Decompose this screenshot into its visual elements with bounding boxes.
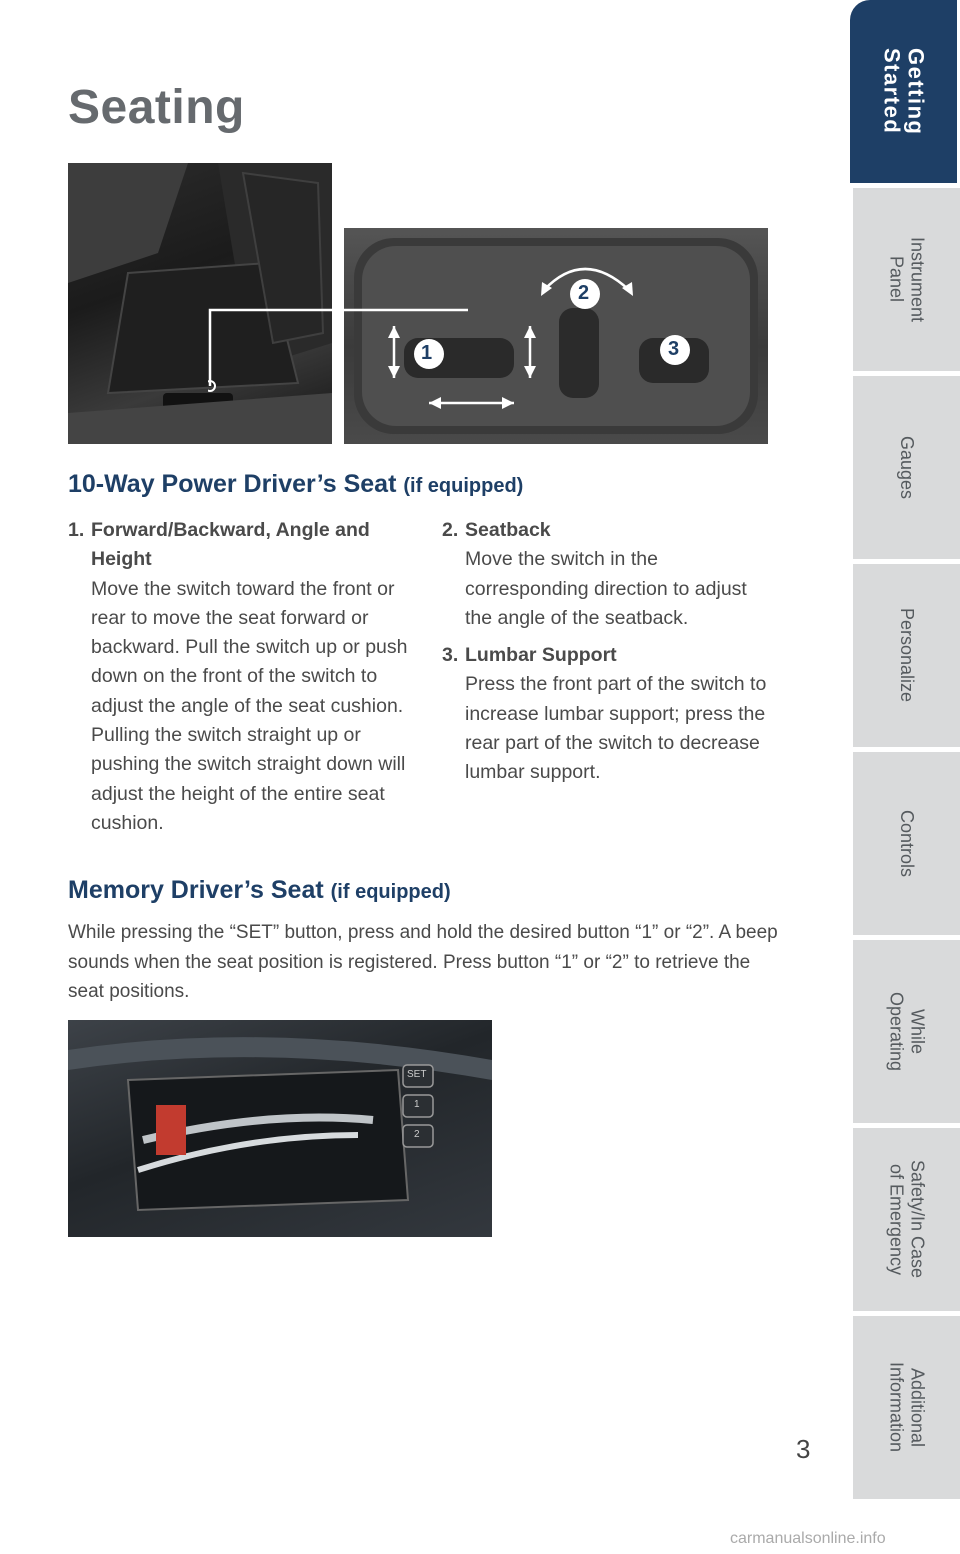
tab-gauges[interactable] xyxy=(853,376,960,561)
callout-1: 1 xyxy=(421,342,433,364)
page-number: 3 xyxy=(796,1434,811,1464)
door-memory-photo xyxy=(68,1020,492,1237)
list-item xyxy=(442,516,772,633)
item-number: 3. xyxy=(442,644,459,667)
page-title: Seating xyxy=(68,81,245,134)
list-item xyxy=(442,641,772,787)
seat-switch-photo xyxy=(344,228,768,444)
tab-label: Controls xyxy=(897,809,917,878)
item-number: 2. xyxy=(442,519,459,541)
tab-instrument-panel[interactable] xyxy=(853,188,960,373)
memory-set-button: SET xyxy=(407,1069,427,1080)
power-seat-column-left xyxy=(68,516,413,838)
item-text: Press the front part of the switch to increase lumbar support; press the rear part of the switch to decrease lumbar support. xyxy=(465,673,767,784)
power-seat-qualifier: (if equipped) xyxy=(403,475,524,497)
power-seat-heading xyxy=(68,470,523,499)
callout-3: 3 xyxy=(668,338,680,360)
tab-label: Safety/In Case of Emergency xyxy=(886,1160,928,1279)
memory-seat-text: While pressing the “SET” button, press and hold the desired button “1” or “2”. A beep sounds when the seat position is registered. Press button “1” or “2” to retrieve the seat positions. xyxy=(68,922,778,1002)
tab-label: Personalize xyxy=(897,608,917,703)
memory-seat-heading-text: Memory Driver’s Seat xyxy=(68,876,324,904)
item-title: Forward/Backward, Angle and Height xyxy=(91,519,370,571)
tab-label: While Operating xyxy=(886,991,928,1072)
tab-safety-emergency[interactable] xyxy=(853,1128,960,1313)
power-seat-column-right xyxy=(442,516,772,788)
memory-1-button: 1 xyxy=(414,1099,420,1110)
memory-seat-qualifier: (if equipped) xyxy=(330,881,451,903)
item-title: Seatback xyxy=(465,519,551,541)
tab-label: Instrument Panel xyxy=(886,236,928,323)
item-text: Move the switch toward the front or rear to move the seat forward or backward. Pull the switch up or push down on the front of the switch to adjust the angle of the seat cushion. Pulling the switch straight up or pushing the switch straight down will adjust the height of the entire seat cushion. xyxy=(91,577,408,834)
tab-controls[interactable] xyxy=(853,752,960,937)
tab-while-operating[interactable] xyxy=(853,940,960,1125)
tab-additional-information[interactable] xyxy=(853,1316,960,1501)
item-number: 1. xyxy=(68,519,85,541)
tab-getting-started[interactable] xyxy=(850,0,957,185)
tab-label: Gauges xyxy=(897,435,917,500)
item-text: Move the switch in the corresponding direction to adjust the angle of the seatback. xyxy=(465,548,747,629)
seat-photo xyxy=(68,163,332,444)
tab-label: Additional Information xyxy=(886,1362,928,1453)
tab-label: Getting Started xyxy=(879,47,929,136)
memory-2-button: 2 xyxy=(414,1129,420,1140)
callout-2: 2 xyxy=(578,282,590,304)
list-item xyxy=(68,516,413,838)
tab-personalize[interactable] xyxy=(853,564,960,749)
item-title: Lumbar Support xyxy=(465,644,617,667)
power-seat-heading-text: 10-Way Power Driver’s Seat xyxy=(68,470,397,498)
memory-seat-heading xyxy=(68,876,451,905)
footer-watermark: carmanualsonline.info xyxy=(730,1530,886,1547)
